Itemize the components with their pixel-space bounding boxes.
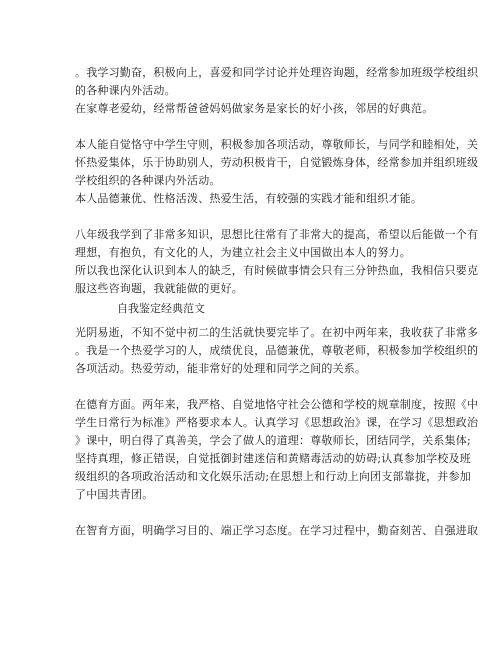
text-line: 在家尊老爱幼，经常帮爸爸妈妈做家务是家长的好小孩，邻居的好典范。 — [75, 102, 434, 115]
text-line: 怀热爱集体，乐于协助别人，劳动积极肯干，自觉锻炼身体，经常参加并组织班级 — [75, 156, 479, 169]
text-line: 。我是一个热爱学习的人，成绩优良，品德兼优，尊敬老师，积极参加学校组织的 — [75, 344, 479, 357]
text-line: 各项活动。热爱劳动，能非常好的处理和同学之间的关系。 — [75, 362, 367, 375]
text-line: 在智育方面，明确学习目的、端正学习态度。在学习过程中，勤奋刻苦、自强进取 — [75, 524, 479, 537]
text-line: 学校组织的各种课内外活动。 — [75, 174, 221, 187]
section-heading: 自我鉴定经典范文 — [117, 302, 205, 315]
text-line: 所以我也深化认识到本人的缺乏，有时候做事情会只有三分钟热血，我相信只要克 — [75, 264, 479, 277]
text-line: 本人能自觉恪守中学生守则，积极参加各项活动，尊敬师长，与同学和睦相处，关 — [75, 138, 479, 151]
text-line: 学生日常行为标准》严格要求本人。认真学习《思想政治》课，在学习《思想政治 — [75, 416, 479, 429]
text-line: 》课中，明白得了真善美，学会了做人的道理：尊敬师长，团结同学，关系集体; — [75, 434, 471, 447]
text-line: 服这些咨询题，我就能做的更好。 — [75, 282, 243, 295]
text-line: 坚持真理，修正错误，自觉抵御封建迷信和黄赌毒活动的妨碍;认真参加学校及班 — [75, 452, 471, 465]
text-line: 光阴易逝，不知不觉中初二的生活就快要完毕了。在初中两年来，我收获了非常多 — [75, 326, 479, 339]
text-line: 了中国共青团。 — [75, 488, 154, 501]
text-line: 在德育方面。两年来，我严格、自觉地恪守社会公德和学校的规章制度，按照《中 — [75, 398, 479, 411]
text-line: 八年级我学到了非常多知识，思想比往常有了非常大的提高，希望以后能做一个有 — [75, 228, 479, 241]
text-line: 。我学习勤奋，积极向上，喜爱和同学讨论并处理咨询题，经常参加班级学校组织 — [75, 66, 479, 79]
text-line: 的各种课内外活动。 — [75, 84, 176, 97]
text-line: 级组织的各项政治活动和文化娱乐活动;在思想上和行动上向团支部靠拢，并参加 — [75, 470, 471, 483]
text-line: 理想，有抱负，有文化的人，为建立社会主义中国做出本人的努力。 — [75, 246, 411, 259]
text-line: 本人品德兼优、性格活泼、热爱生活，有较强的实践才能和组织才能。 — [75, 192, 423, 205]
